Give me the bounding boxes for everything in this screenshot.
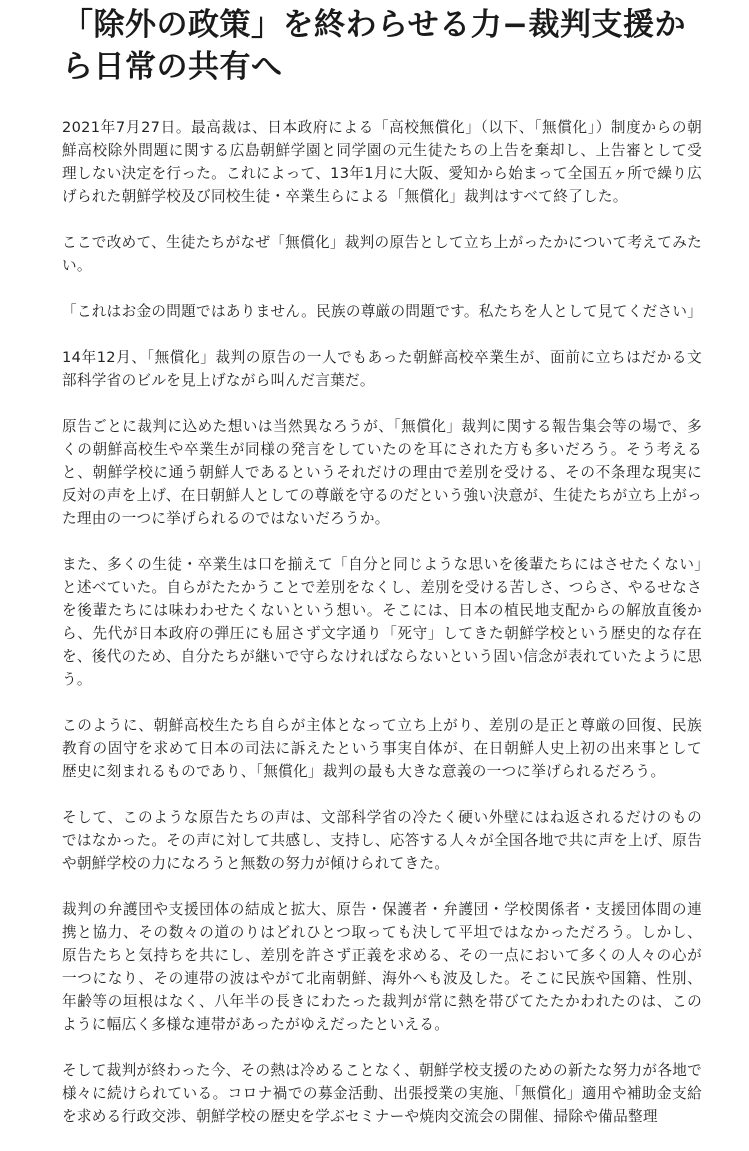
article-body: [62, 116, 702, 1128]
paragraph: 裁判の弁護団や支援団体の結成と拡大、原告・保護者・弁護団・学校関係者・支援団体間の連携と協力、その数々の道のりはどれひとつ取っても決して平坦ではなかっただろう。しかし、原告たちと気持ちを共にし、差別を許さず正義を求める、その一点において多くの人々の心が一つになり、その連帯の波はやがて北南朝鮮、海外へも波及した。そこに民族や国籍、性別、年齢等の垣根はなく、八年半の長きにわたった裁判が常に熱を帯びてたたかわれたのは、このように幅広く多様な連帯があったがゆえだったといえる。: [62, 901, 702, 1033]
paragraph: 2021年7月27日。最高裁は、日本政府による「高校無償化」（以下、「無償化」）制度からの朝鮮高校除外問題に関する広島朝鮮学園と同学園の元生徒たちの上告を棄却し、上告審として受理しない決定を行った。これによって、13年1月に大阪、愛知から始まって全国五ヶ所で繰り広げられた朝鮮学校及び同校生徒・卒業生らによる「無償化」裁判はすべて終了した。: [62, 119, 702, 205]
paragraph: このように、朝鮮高校生たち自らが主体となって立ち上がり、差別の是正と尊厳の回復、民族教育の固守を求めて日本の司法に訴えたという事実自体が、在日朝鮮人史上初の出来事として歴史に刻まれるものであり、「無償化」裁判の最も大きな意義の一つに挙げられるだろう。: [62, 717, 702, 780]
paragraph: 14年12月、「無償化」裁判の原告の一人でもあった朝鮮高校卒業生が、面前に立ちはだかる文部科学省のビルを見上げながら叫んだ言葉だ。: [62, 349, 702, 389]
paragraph: 原告ごとに裁判に込めた想いは当然異なろうが、「無償化」裁判に関する報告集会等の場で、多くの朝鮮高校生や卒業生が同様の発言をしていたのを耳にされた方も多いだろう。そう考えると、朝鮮学校に通う朝鮮人であるというそれだけの理由で差別を受ける、その不条理な現実に反対の声を上げ、在日朝鮮人としての尊厳を守るのだという強い決意が、生徒たちが立ち上がった理由の一つに挙げられるのではないだろうか。: [62, 418, 702, 527]
article-title: 「除外の政策」を終わらせる力−裁判支援から日常の共有へ: [62, 7, 687, 85]
paragraph: 「これはお金の問題ではありません。民族の尊厳の問題です。私たちを人として見てください」: [62, 303, 703, 320]
article: [62, 0, 702, 1151]
paragraph: そして、このような原告たちの声は、文部科学省の冷たく硬い外壁にはね返されるだけのものではなかった。その声に対して共感し、支持し、応答する人々が全国各地で共に声を上げ、原告や朝鮮学校の力になろうと無数の努力が傾けられてきた。: [62, 809, 702, 872]
paragraph: また、多くの生徒・卒業生は口を揃えて「自分と同じような思いを後輩たちにはさせたくない」と述べていた。自らがたたかうことで差別をなくし、差別を受ける苦しさ、つらさ、やるせなさを後輩たちには味わわせたくないという想い。そこには、日本の植民地支配からの解放直後から、先代が日本政府の弾圧にも屈さず文字通り「死守」してきた朝鮮学校という歴史的な存在を、後代のため、自分たちが継いで守らなければならないという固い信念が表れていたように思う。: [62, 556, 702, 688]
paragraph: そして裁判が終わった今、その熱は冷めることなく、朝鮮学校支援のための新たな努力が各地で様々に続けられている。コロナ禍での募金活動、出張授業の実施、「無償化」適用や補助金支給を求める行政交渉、朝鮮学校の歴史を学ぶセミナーや焼肉交流会の開催、掃除や備品整理: [62, 1062, 702, 1125]
paragraph: ここで改めて、生徒たちがなぜ「無償化」裁判の原告として立ち上がったかについて考えてみたい。: [62, 234, 702, 274]
